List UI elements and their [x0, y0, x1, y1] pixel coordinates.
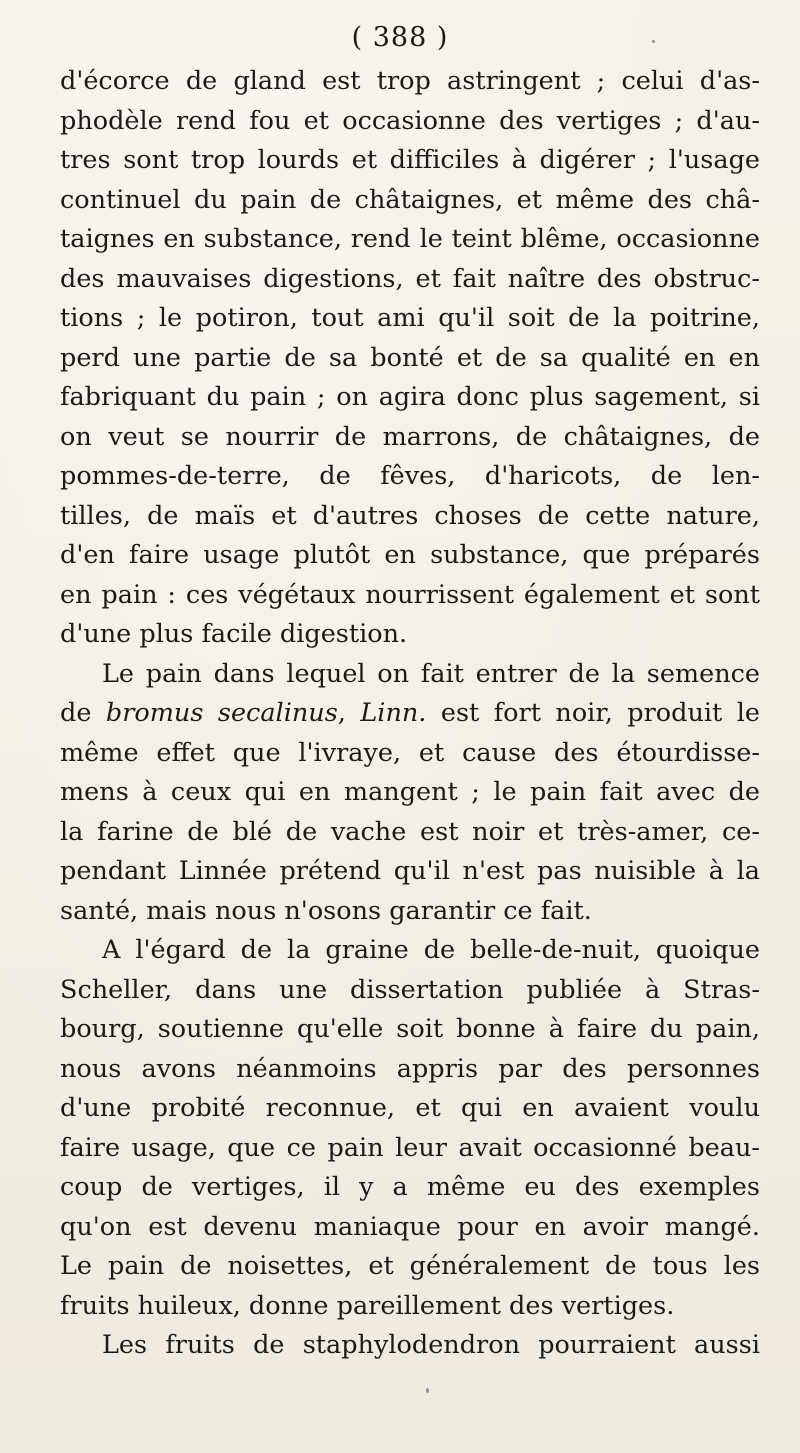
text-line: on veut se nourrir de marrons, de châtaignes, de — [60, 421, 760, 452]
paper-speck — [652, 40, 655, 43]
species-name: bromus secalinus — [105, 698, 338, 728]
text-line: continuel du pain de châtaignes, et même des châ- — [60, 184, 760, 215]
text-line: en pain : ces végétaux nourrissent également et sont — [60, 579, 760, 610]
text-line: d'en faire usage plutôt en substance, que préparés — [60, 540, 760, 570]
paragraph-start-line: A l'égard de la graine de belle-de-nuit, quoique — [102, 935, 760, 965]
paragraph-end-line: santé, mais nous n'osons garantir ce fait. — [60, 895, 592, 926]
text-line: même effet que l'ivraye, et cause des étourdisse- — [60, 737, 760, 768]
text-line: pommes-de-terre, de fêves, d'haricots, de len- — [60, 461, 760, 491]
text-line: Scheller, dans une dissertation publiée à Stras- — [60, 974, 760, 1005]
text-line: mens à ceux qui en mangent ; le pain fait avec de — [60, 777, 760, 807]
text-line: des mauvaises digestions, et fait naître des obstruc- — [60, 263, 760, 294]
body-text — [60, 62, 760, 1366]
paragraph-start-line: Les fruits de staphylodendron pourraient aussi — [102, 1330, 760, 1360]
paragraph-end-line: fruits huileux, donne pareillement des vertiges. — [60, 1290, 675, 1321]
text-line: faire usage, que ce pain leur avait occasionné beau- — [60, 1132, 760, 1163]
text-line: tions ; le potiron, tout ami qu'il soit de la poitrine, — [60, 303, 760, 333]
text-line: tilles, de maïs et d'autres choses de cette nature, — [60, 500, 760, 531]
text-segment: de — [60, 698, 106, 728]
text-line: bourg, soutienne qu'elle soit bonne à faire du pain, — [60, 1014, 760, 1044]
text-line: la farine de blé de vache est noir et très-amer, ce- — [60, 816, 760, 847]
text-line: d'une probité reconnue, et qui en avaient voulu — [60, 1093, 760, 1123]
text-line: coup de vertiges, il y a même eu des exemples — [60, 1172, 760, 1202]
text-line: taignes en substance, rend le teint blême, occasionne — [60, 224, 760, 254]
paragraph-start-line: Le pain dans lequel on fait entrer de la semence — [102, 658, 760, 689]
text-line: d'écorce de gland est trop astringent ; celui d'as- — [60, 66, 760, 96]
text-segment: , — [337, 698, 361, 728]
text-line: Le pain de noisettes, et généralement de tous les — [60, 1251, 760, 1281]
text-line: qu'on est devenu maniaque pour en avoir mangé. — [60, 1211, 760, 1242]
text-line-with-italics — [60, 694, 760, 734]
text-line: perd une partie de sa bonté et de sa qualité en en — [60, 342, 760, 373]
text-line: phodèle rend fou et occasionne des vertiges ; d'au- — [60, 105, 760, 136]
text-line: fabriquant du pain ; on agira donc plus sagement, si — [60, 382, 760, 412]
text-line: pendant Linnée prétend qu'il n'est pas nuisible à la — [60, 856, 760, 886]
text-line: tres sont trop lourds et difficiles à digérer ; l'usage — [60, 145, 760, 175]
text-line: nous avons néanmoins appris par des personnes — [60, 1053, 760, 1084]
paragraph-end-line: d'une plus facile digestion. — [60, 619, 408, 649]
author-abbreviation: Linn. — [360, 698, 427, 728]
page-number: ( 388 ) — [351, 22, 449, 53]
text-segment: est fort noir, produit le — [426, 698, 760, 728]
paper-speck — [426, 1388, 429, 1393]
